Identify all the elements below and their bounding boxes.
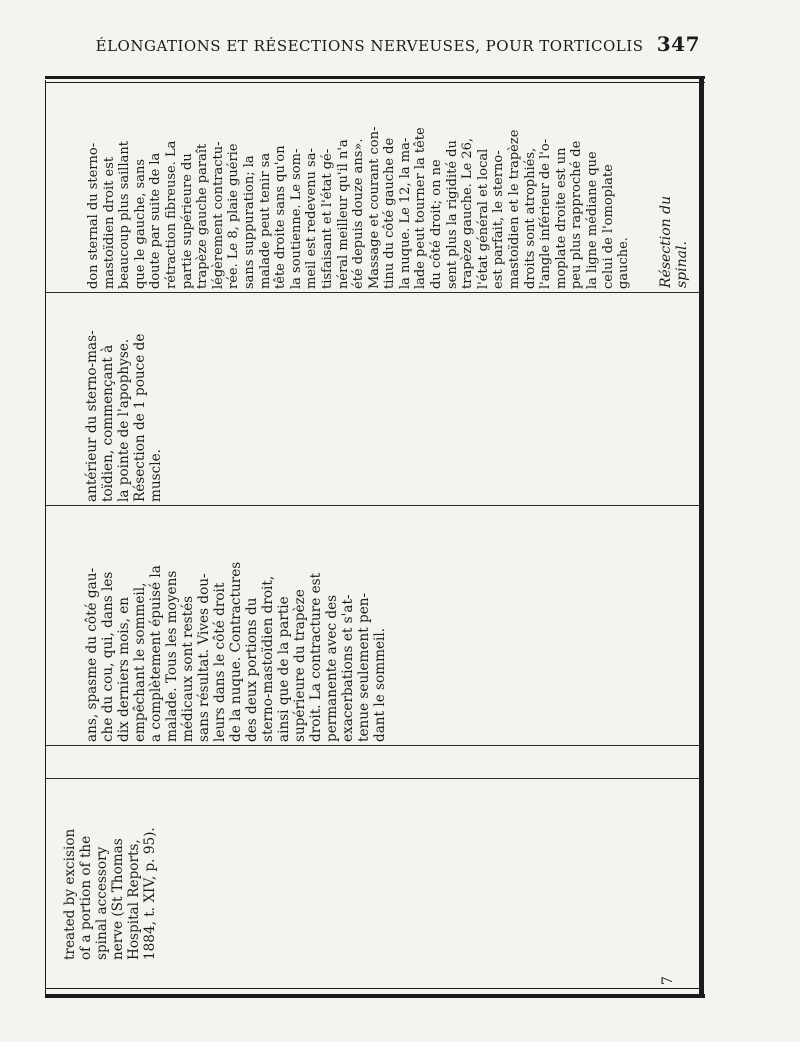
column-divider: [46, 505, 700, 506]
treatment-label: Résection du spinal.: [658, 195, 690, 288]
table-border-bottom: [45, 994, 705, 998]
table-border-right: [699, 78, 704, 998]
running-header: [0, 32, 700, 56]
table-border-bottom-inner: [45, 988, 700, 989]
result-cell: don sternal du sterno- mastoïdien droit est beaucoup plus saillant que le gauche, sans doute par suite de la rétraction fibreuse. La partie supérieure du trapèze gauche paraît légèrement contractu- rée. Le 8, plaie guérie sans suppuration; la malade peut tenir sa tête droite sans qu'on la soutienne. Le som- meil est redevenu sa- tisfaisant et l'état gé- néral meilleur qu'il n'a été depuis douze ans». Massage et courant con- tinu du côté gauche de la nuque. Le 12, la ma- lade peut tourner la tête du côté droit; on ne sent plus la rigidité du trapèze gauche. Le 26, l'état général et local est parfait, le sterno- mastoïdien et le trapèze droits sont atrophiés, l'angle inférieur de l'o- moplate droite est un peu plus rapproché de la ligne médiane que celui de l'omoplate gauche.: [86, 126, 632, 289]
table-border-top: [45, 76, 705, 79]
table-border-top-inner: [45, 82, 705, 83]
clinical-history-cell: ans, spasme du côté gau- che du cou, qui, dans les dix derniers mois, en empêchant le sommeil, a complètement épuisé la malade. Tous les moyens médicaux sont restés sans résultat. Vives dou- leurs dans le côté droit de la nuque. Contractures des deux portions du sterno-mastoïdien droit, ainsi que de la partie supérieure du trapèze droit. La contracture est permanente avec des exacerbations et s'at- tenue seulement pen- dant le sommeil.: [84, 561, 388, 742]
page-number: 347: [656, 32, 700, 56]
table-border-left: [45, 80, 46, 995]
running-title: ÉLONGATIONS ET RÉSECTIONS NERVEUSES, POUR TORTICOLIS: [95, 37, 644, 55]
source-cell: treated by excision of a portion of the spinal accessory nerve (St Thomas Hospital Reports, 1884, t. XIV, p. 95).: [62, 827, 158, 960]
operation-cell: antérieur du sterno-mas- toïdien, commençant à la pointe de l'apophyse. Résection de 1 pouce de muscle.: [84, 330, 164, 502]
row-number: 7: [660, 976, 676, 985]
column-divider: [46, 292, 700, 293]
column-divider: [46, 745, 700, 746]
column-divider: [46, 778, 700, 779]
